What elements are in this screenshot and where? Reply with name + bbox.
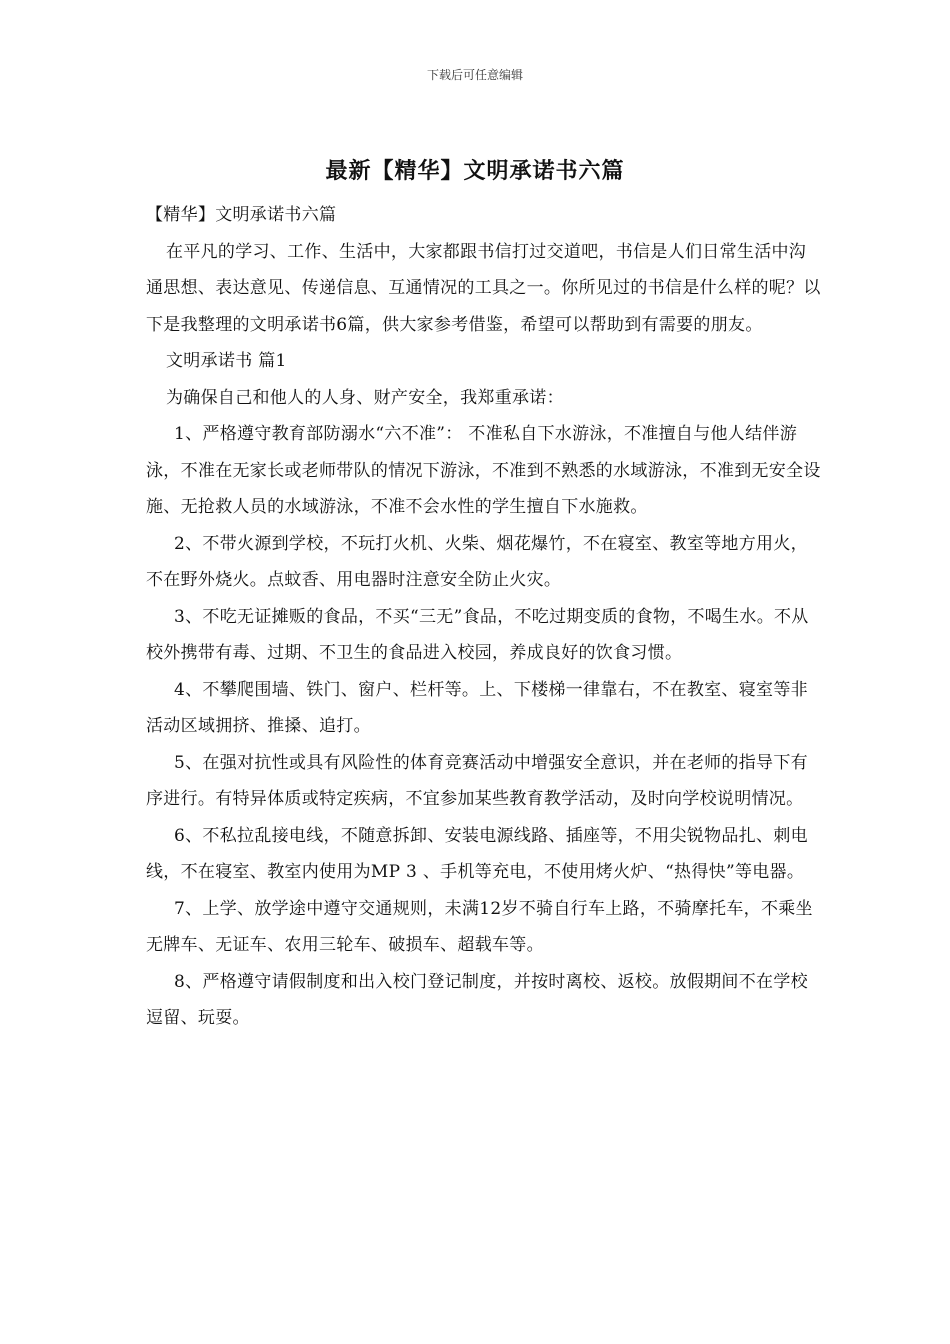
- pledge-item-3: 3、不吃无证摊贩的食品，不买“三无”食品，不吃过期变质的食物，不喝生水。不从校外携带有毒、过期、不卫生的食品进入校园，养成良好的饮食习惯。: [146, 606, 809, 663]
- section-heading: 文明承诺书 篇1: [166, 351, 287, 371]
- pledge-item-2: 2、不带火源到学校，不玩打火机、火柴、烟花爆竹，不在寝室、教室等地方用火，不在野外烧火。点蚊香、用电器时注意安全防止火灾。: [146, 533, 808, 590]
- document-body: [146, 197, 822, 1037]
- pledge-item-7: 7、上学、放学途中遵守交通规则，未满12岁不骑自行车上路，不骑摩托车，不乘坐无牌车、无证车、农用三轮车、破损车、超载车等。: [146, 898, 813, 955]
- page-header: 下载后可任意编辑: [426, 68, 523, 82]
- pledge-item-6: 6、不私拉乱接电线，不随意拆卸、安装电源线路、插座等，不用尖锐物品扎、刺电线，不在寝室、教室内使用为MP 3 、手机等充电，不使用烤火炉、“热得快”等电器。: [146, 825, 808, 882]
- document-title: 最新【精华】文明承诺书六篇: [325, 158, 625, 184]
- pledge-item-4: 4、不攀爬围墙、铁门、窗户、栏杆等。上、下楼梯一律靠右，不在教室、寝室等非活动区域拥挤、推搡、追打。: [146, 679, 808, 736]
- document-subtitle: 【精华】文明承诺书六篇: [146, 205, 337, 225]
- intro-paragraph: 在平凡的学习、工作、生活中，大家都跟书信打过交道吧，书信是人们日常生活中沟通思想、表达意见、传递信息、互通情况的工具之一。你所见过的书信是什么样的呢？以下是我整理的文明承诺书6篇，供大家参考借鉴，希望可以帮助到有需要的朋友。: [146, 241, 821, 335]
- pledge-item-1: 1、严格遵守教育部防溺水“六不准”： 不准私自下水游泳，不准擅自与他人结伴游泳，不准在无家长或老师带队的情况下游泳，不准到不熟悉的水域游泳，不准到无安全设施、无抢救人员的水域游泳，不准不会水性的学生擅自下水施救。: [146, 424, 821, 517]
- pledge-item-8: 8、严格遵守请假制度和出入校门登记制度，并按时离校、返校。放假期间不在学校逗留、玩耍。: [146, 971, 808, 1028]
- pledge-statement: 为确保自己和他人的人身、财产安全，我郑重承诺：: [166, 387, 564, 408]
- pledge-item-5: 5、在强对抗性或具有风险性的体育竞赛活动中增强安全意识，并在老师的指导下有序进行。有特异体质或特定疾病，不宜参加某些教育教学活动，及时向学校说明情况。: [146, 752, 808, 809]
